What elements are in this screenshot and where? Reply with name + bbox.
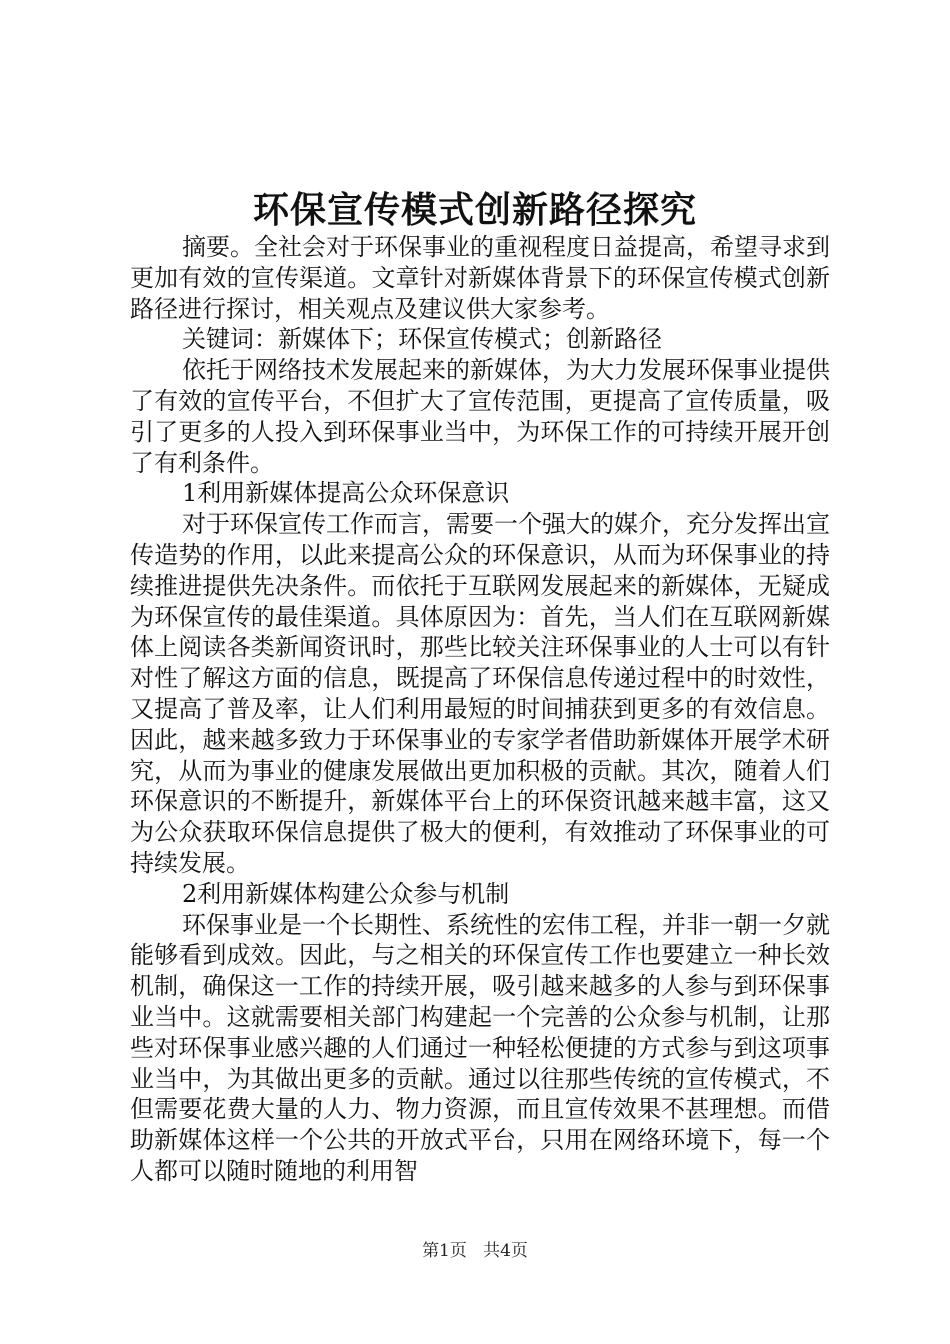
document-title: 环保宣传模式创新路径探究 (252, 189, 697, 231)
section-2-paragraph: 环保事业是一个长期性、系统性的宏伟工程，并非一朝一夕就能够看到成效。因此，与之相关的环保宣传工作也要建立一种长效机制，确保这一工作的持续开展，吸引越来越多的人参与到环保事业当中。这就需要相关部门构建起一个完善的公众参与机制，让那些对环保事业感兴趣的人们通过一种轻松便捷的方式参与到这项事业当中，为其做出更多的贡献。通过以往那些传统的宣传模式，不但需要花费大量的人力、物力资源，而且宣传效果不甚理想。而借助新媒体这样一个公共的开放式平台，只用在网络环境下，每一个人都可以随时随地的利用智 (130, 910, 830, 1185)
abstract-paragraph: 摘要。全社会对于环保事业的重视程度日益提高，希望寻求到更加有效的宣传渠道。文章针对新媒体背景下的环保宣传模式创新路径进行探讨，相关观点及建议供大家参考。 (130, 233, 830, 323)
total-pages: 共4页 (483, 1241, 528, 1261)
keywords-paragraph: 关键词：新媒体下；环保宣传模式；创新路径 (182, 325, 662, 354)
document-body (130, 232, 830, 1187)
section-heading-2: 2利用新媒体构建公众参与机制 (182, 879, 510, 908)
section-1-paragraph: 对于环保宣传工作而言，需要一个强大的媒介，充分发挥出宣传造势的作用，以此来提高公众的环保意识，从而为环保事业的持续推进提供先决条件。而依托于互联网发展起来的新媒体，无疑成为环保宣传的最佳渠道。具体原因为：首先，当人们在互联网新媒体上阅读各类新闻资讯时，那些比较关注环保事业的人士可以有针对性了解这方面的信息，既提高了环保信息传递过程中的时效性，又提高了普及率，让人们利用最短的时间捕获到更多的有效信息。因此，越来越多致力于环保事业的专家学者借助新媒体开展学术研究，从而为事业的健康发展做出更加积极的贡献。其次，随着人们环保意识的不断提升，新媒体平台上的环保资讯越来越丰富，这又为公众获取环保信息提供了极大的便利，有效推动了环保事业的可持续发展。 (130, 510, 830, 877)
section-heading-1: 1利用新媒体提高公众环保意识 (182, 479, 510, 508)
page-footer (0, 1240, 950, 1262)
page-number: 第1页 (422, 1241, 467, 1261)
intro-paragraph: 依托于网络技术发展起来的新媒体，为大力发展环保事业提供了有效的宣传平台，不但扩大了宣传范围，更提高了宣传质量，吸引了更多的人投入到环保事业当中，为环保工作的可持续开展开创了有利条件。 (130, 356, 830, 477)
